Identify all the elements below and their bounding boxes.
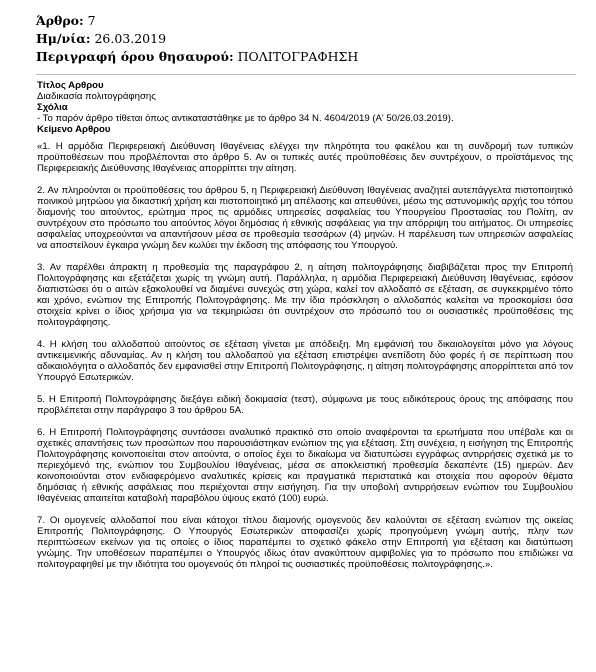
body-paragraph-3: 3. Αν παρέλθει άπρακτη η προθεσμία της παραγράφου 2, η αίτηση πολιτογράφησης διαβιβάζεται προς την Επιτροπή Πολιτογράφησης και εξετάζεται χωρίς τη γνώμη αυτή. Παράλληλα, η αρμόδια Περιφερειακή Διεύθυνση Ιθαγένειας, εφόσον διαπιστώσει ότι ο αιτών εξακολουθεί να διαμένει συνεχώς στη χώρα, καλεί τον αλλοδαπό σε εξέταση, σε συγκεκριμένο τόπο και χρόνο, ενώπιον της Επιτροπής Πολιτογράφησης. Με την ίδια πρόσκληση ο αλλοδαπός καλείται να προσκομίσει όσα στοιχεία κρίνει ο ίδιος χρήσιμα για να τεκμηριώσει ότι συντρέχουν στο πρόσωπό του οι ουσιαστικές προϋποθέσεις της πολιτογράφησης. [37,262,573,328]
article-content [37,80,573,570]
comments-section-value: - Το παρόν άρθρο τίθεται όπως αντικαταστάθηκε με το άρθρο 34 Ν. 4604/2019 (Α' 50/26.03.2019). [37,113,454,124]
comments-section-label: Σχόλια [37,102,68,113]
header-divider [36,74,576,75]
title-section-value: Διαδικασία πολιτογράφησης [37,91,156,102]
article-number-label: Άρθρο: [36,13,84,28]
article-number-row [36,12,576,30]
body-section-label: Κείμενο Αρθρου [37,124,111,135]
body-paragraph-1: «1. Η αρμόδια Περιφερειακή Διεύθυνση Ιθαγένειας ελέγχει την πληρότητα του φακέλου και τη συνδρομή των τυπικών προϋποθέσεων που προβλέπονται στο άρθρο 5. Αν οι τυπικές αυτές προϋποθέσεις δεν συντρέχουν, ο προϊστάμενος της Περιφερειακής Διεύθυνσης Ιθαγένειας απορρίπτει την αίτηση. [37,141,573,174]
title-section-label: Τίτλος Αρθρου [37,80,104,91]
article-date-label: Ημ/νία: [36,31,91,46]
body-paragraph-7: 7. Οι ομογενείς αλλοδαποί που είναι κάτοχοι τίτλου διαμονής ομογενούς δεν καλούνται σε εξέταση ενώπιον της οικείας Επιτροπής Πολιτογράφησης. Ο Υπουργός Εσωτερικών αποφασίζει χωρίς προηγούμενη γνώμη αυτής, πλην των περιπτώσεων εκείνων για τις οποίες ο ίδιος παραπέμπει το σχετικό φάκελο στην Επιτροπή για εξέταση και διατύπωση γνώμης. Την υποθέσεων παραπέμπει ο Υπουργός ιδίως όταν ανακύπτουν αμφιβολίες για το πρόσωπο που επιδιώκει να πολιτογραφηθεί με την ιδιότητα του ομογενούς ότι πληροί τις ουσιαστικές προϋποθέσεις πολιτογράφησης.». [37,515,573,570]
body-paragraph-4: 4. Η κλήση του αλλοδαπού αιτούντος σε εξέταση γίνεται με απόδειξη. Μη εμφάνισή του δικαιολογείται μόνο για λόγους αντικειμενικής αδυναμίας. Αν η κλήση του αλλοδαπού για εξέταση επιστρέψει ανεπίδοτη δύο φορές ή σε περίπτωση που αδικαιολόγητα ο αλλοδαπός δεν εμφανισθεί στην Επιτροπή Πολιτογράφησης, η αίτηση πολιτογράφησης απορρίπτεται από τον Υπουργό Εσωτερικών. [37,339,573,383]
body-paragraph-2: 2. Αν πληρούνται οι προϋποθέσεις του άρθρου 5, η Περιφερειακή Διεύθυνση Ιθαγένειας αναζητεί αυτεπάγγελτα πιστοποιητικό ποινικού μητρώου για δικαστική χρήση και πιστοποιητικό μη απέλασης και απευθύνει, μέσω της αστυνομικής αρχής του τόπου διαμονής του αιτούντος, ερώτημα προς τις αρμόδιες υπηρεσίες ασφαλείας του Υπουργείου Προστασίας του Πολίτη, αν συντρέχουν στο πρόσωπο του αιτούντος λόγοι δημόσιας ή εθνικής ασφάλειας για την απόρριψη του αιτήματος. Οι υπηρεσίες ασφαλείας υποχρεούνται να απαντήσουν μέσα σε προθεσμία τεσσάρων (4) μηνών. Η παρέλευση των υπηρεσιών ασφαλείας να αποστείλουν έγκαιρα γνώμη δεν κωλύει την έκδοση της απόφασης του Υπουργού. [37,185,573,251]
thesaurus-term-value: ΠΟΛΙΤΟΓΡΑΦΗΣΗ [237,49,359,64]
article-date-row [36,30,576,48]
body-paragraph-6: 6. Η Επιτροπή Πολιτογράφησης συντάσσει αναλυτικό πρακτικό στο οποίο αναφέρονται τα ερωτήματα που υπέβαλε και οι σχετικές απαντήσεις των προσώπων που παρουσιάστηκαν ενώπιον της για εξέταση. Στη συνέχεια, η εισήγηση της Επιτροπής Πολιτογράφησης κοινοποιείται στον αιτούντα, ο οποίος έχει το δικαίωμα να διατυπώσει εγγράφως αντιρρήσεις σχετικά με το περιεχόμενό της, ενώπιον του Συμβουλίου Ιθαγένειας, μέσα σε αποκλειστική προθεσμία δεκαπέντε (15) ημερών. Δεν κοινοποιούνται στον ενδιαφερόμενο αναλυτικές κρίσεις και πραγματικά περιστατικά και στοιχεία που αφορούν θέματα δημόσιας ή εθνικής ασφάλειας που περιέχονται στην εισήγηση. Για την υποβολή αντιρρήσεων ενώπιον του Συμβουλίου Ιθαγένειας απαιτείται καταβολή παραβόλου ύψους εκατό (100) ευρώ. [37,427,573,504]
body-paragraphs [37,141,573,570]
article-header [36,12,576,66]
article-number-value: 7 [87,13,96,28]
article-date-value: 26.03.2019 [94,31,167,46]
body-paragraph-5: 5. Η Επιτροπή Πολιτογράφησης διεξάγει ειδική δοκιμασία (τεστ), σύμφωνα με τους ειδικότερους όρους της απόφασης που προβλέπεται στην παράγραφο 3 του άρθρου 5Α. [37,394,573,416]
thesaurus-term-row [36,48,576,66]
thesaurus-term-label: Περιγραφή όρου θησαυρού: [36,49,234,64]
